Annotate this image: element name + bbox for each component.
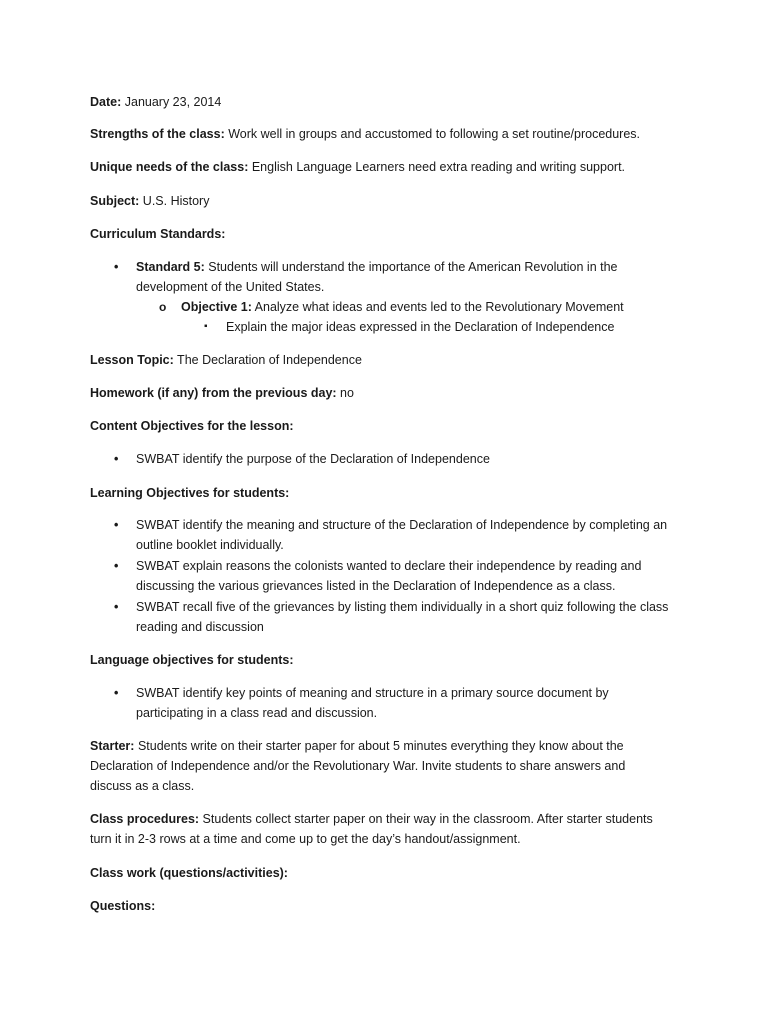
starter-text: Students write on their starter paper for about 5 minutes everything they know about the Declaration of Independence and/or the Revolutionary War. Invite students to share answers and discuss as a class.	[90, 739, 626, 793]
homework-label: Homework (if any) from the previous day:	[90, 386, 337, 400]
subject-line	[90, 191, 680, 211]
content-objective-text: SWBAT identify the purpose of the Declaration of Independence	[136, 452, 490, 466]
learning-objective-text: SWBAT identify the meaning and structure of the Declaration of Independence by completing an outline booklet individually.	[136, 518, 668, 552]
lesson-topic-line	[90, 350, 680, 370]
date-label: Date:	[90, 95, 122, 109]
strengths-line	[90, 124, 680, 144]
lesson-topic-value: The Declaration of Independence	[173, 353, 362, 367]
bullet-icon: •	[114, 452, 119, 466]
objective-item	[159, 297, 661, 317]
learning-objective-item	[114, 597, 681, 637]
unique-needs-value: English Language Learners need extra reading and writing support.	[248, 160, 626, 174]
class-procedures-label: Class procedures:	[90, 812, 200, 826]
bullet-icon: •	[114, 600, 119, 614]
starter-paragraph	[90, 736, 660, 796]
language-objectives-heading: Language objectives for students:	[90, 653, 294, 667]
date-value: January 23, 2014	[121, 95, 222, 109]
bullet-icon: •	[114, 686, 119, 700]
strengths-label: Strengths of the class:	[90, 127, 225, 141]
learning-objective-text: SWBAT explain reasons the colonists wanted to declare their independence by reading and discussing the various grievances listed in the Declaration of Independence as a class.	[136, 559, 642, 593]
learning-objectives-heading: Learning Objectives for students:	[90, 486, 290, 500]
language-objective-item	[114, 683, 636, 723]
standard-item	[114, 257, 656, 297]
bullet-icon: •	[114, 559, 119, 573]
unique-needs-line	[90, 157, 680, 177]
standard-text: Students will understand the importance of the American Revolution in the development of the United States.	[136, 260, 618, 294]
class-work-heading: Class work (questions/activities):	[90, 866, 288, 880]
homework-line	[90, 383, 680, 403]
content-objective-item	[114, 449, 696, 469]
subject-label: Subject:	[90, 194, 140, 208]
sub-objective-item	[204, 317, 666, 337]
class-procedures-text: Students collect starter paper on their way in the classroom. After starter students turn it in 2-3 rows at a time and come up to get the day’s handout/assignment.	[90, 812, 653, 846]
learning-objective-item	[114, 556, 656, 596]
learning-objective-text: SWBAT recall five of the grievances by listing them individually in a short quiz following the class reading and discussion	[136, 600, 669, 634]
bullet-icon: •	[114, 260, 119, 274]
strengths-value: Work well in groups and accustomed to following a set routine/procedures.	[224, 127, 641, 141]
objective-text: Analyze what ideas and events led to the Revolutionary Movement	[251, 300, 624, 314]
unique-needs-label: Unique needs of the class:	[90, 160, 249, 174]
sub-objective-text: Explain the major ideas expressed in the Declaration of Independence	[226, 320, 615, 334]
questions-heading: Questions:	[90, 899, 156, 913]
content-objectives-heading: Content Objectives for the lesson:	[90, 419, 294, 433]
starter-label: Starter:	[90, 739, 135, 753]
date-line	[90, 92, 680, 112]
lesson-topic-label: Lesson Topic:	[90, 353, 174, 367]
standard-label: Standard 5:	[136, 260, 205, 274]
curriculum-standards-heading: Curriculum Standards:	[90, 227, 226, 241]
subject-value: U.S. History	[139, 194, 210, 208]
homework-value: no	[336, 386, 354, 400]
language-objective-text: SWBAT identify key points of meaning and structure in a primary source document by participating in a class read and discussion.	[136, 686, 609, 720]
objective-label: Objective 1:	[181, 300, 252, 314]
learning-objective-item	[114, 515, 681, 555]
class-procedures-paragraph	[90, 809, 665, 849]
bullet-icon: •	[114, 518, 119, 532]
circle-bullet-icon: o	[159, 300, 167, 314]
square-bullet-icon: ▪	[204, 321, 208, 332]
